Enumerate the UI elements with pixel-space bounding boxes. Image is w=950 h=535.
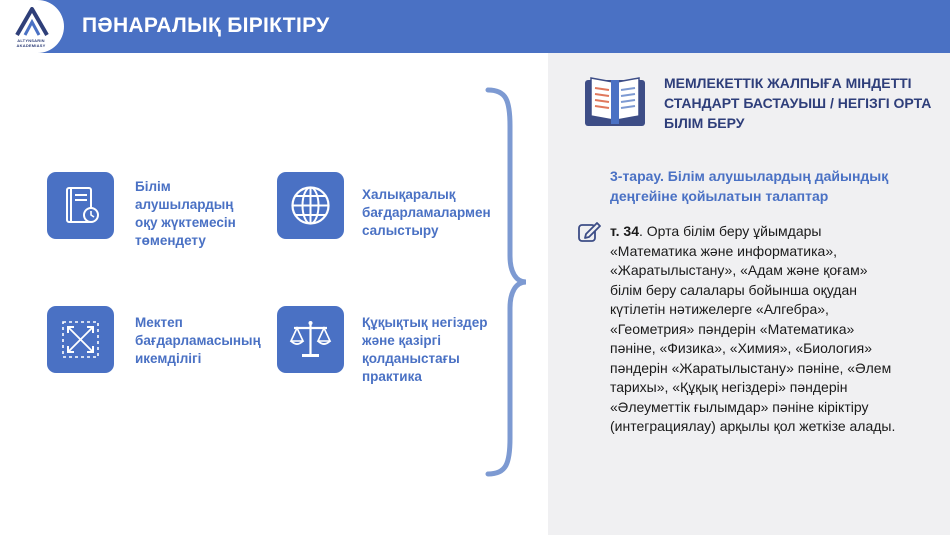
tile-reduce-load-label: Білім алушылардың оқу жүктемесін төмендету (135, 179, 236, 248)
clause-text-block (610, 222, 900, 437)
logo-text: ALTYNSARIN AKADEMIASY (16, 38, 46, 48)
tile-legal-practice (277, 306, 344, 373)
clause-label: т. 34 (610, 223, 639, 239)
section-title: 3-тарау. Білім алушылардың дайындық деңгейіне қойылатын талаптар (610, 168, 889, 204)
book-clock-icon (47, 172, 114, 239)
open-book-icon (583, 74, 647, 130)
edit-icon (577, 220, 601, 244)
tile-compare-programs-label: Халықаралық бағдарламалармен салыстыру (362, 187, 491, 238)
tile-reduce-load (47, 172, 114, 239)
standard-title: МЕМЛЕКЕТТІК ЖАЛПЫҒА МІНДЕТТІ СТАНДАРТ БАСТАУЫШ / НЕГІЗГІ ОРТА БІЛІМ БЕРУ (664, 75, 932, 131)
clause-text: . Орта білім беру ұйымдары «Математика және информатика», «Жаратылыстану», «Адам және қоғам» білім беру салалары бойынша оқудан күтілетін нәтижелерге «Алгебра», «Геометрия» пәндерін «Математика» пәніне, «Физика», «Химия», «Биология» пәндерін «Жаратылыстану» пәніне, «Әлем тарихы», «Құқық негіздері» пәндерін «Әлеуметтік ғылымдар» пәніне кіріктіру (интеграциялау) арқылы қол жеткізе алады. (610, 223, 896, 434)
logo-a-icon (14, 7, 50, 37)
tile-flexibility-label: Мектеп бағдарламасының икемділігі (135, 315, 261, 366)
tile-compare-programs (277, 172, 344, 239)
page-title: ПӘНАРАЛЫҚ БІРІКТІРУ (82, 14, 330, 37)
tile-flexibility (47, 306, 114, 373)
scales-icon (277, 306, 344, 373)
header-bar (0, 0, 950, 53)
globe-icon (277, 172, 344, 239)
expand-arrows-icon (47, 306, 114, 373)
logo (0, 0, 64, 53)
curly-brace (480, 86, 530, 478)
tile-legal-practice-label: Құқықтық негіздер және қазіргі қолданыстағы практика (362, 315, 488, 384)
